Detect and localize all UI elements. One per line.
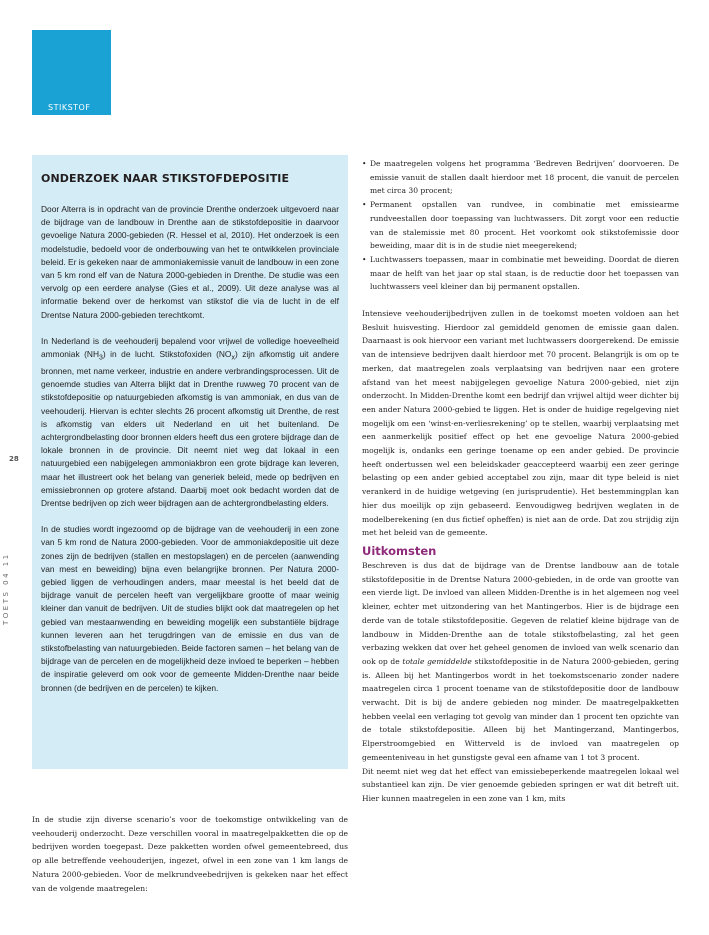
right-p2-text-b: stikstofdepositie in de Natura 2000-gebieden, gering is. Alleen bij het Mantingerbos wordt in het toekomstscenario zonder nadere maatregelen circa 1 procent toename van de stikstofdepositie door de landbouw verwacht. Dit is bij de andere gebieden nog minder. De maatregelpakketten hebben veelal een verlaging tot gevolg van minder dan 1 procent ten opzichte van de totale stikstofdepositie. Alleen bij het Mantingerzand, Mantingerbos, Elperstroomgebied en Witterveld is de invloed van maatregelen op gemeenteniveau in het gunstigste geval een afname van 1 tot 3 procent.	[362, 656, 679, 762]
right-column-body	[362, 157, 679, 806]
box-p2-text-c: ) zijn afkomstig uit andere bronnen, met name verkeer, industrie en andere verbrandingsprocessen. Uit de genoemde studies van Alterra blijkt dat in Drenthe ruwweg 70 procent van de stikstofdepositie op natuurgebieden afkomstig is van ammoniak, en dus van de veehouderij. Hiervan is echter slechts 26 procent afkomstig uit Drenthe, de rest is afkomstig van elders uit Nederland en uit het buitenland. De achtergrondbelasting door bronnen elders heeft dus een grotere bijdrage dan de lokale bronnen in de provincie. Dit neemt niet weg dat lokaal in een natuurgebied een nabijgelegen ammoniakbron een grote bijdrage kan leveren, maar het illustreert ook het belang van generiek beleid, mede op bedrijven en emissiebronnen op grotere afstand. Daarbij moet ook bedacht worden dat de Drentse bedrijven op zich weer bijdragen aan de achtergrondbelasting elders.	[41, 349, 339, 508]
left-paragraph: In de studie zijn diverse scenario’s voor de toekomstige ontwikkeling van de veehouderij onderzocht. Deze verschillen vooral in maatregelpakketten die op de bedrijven worden toegepast. Deze pakketten worden ofwel gemeentebreed, dus op alle betreffende veehouderijen, ingezet, ofwel in een zone van 1 km langs de Natura 2000-gebieden. Voor de melkrundveebedrijven is gekeken naar het effect van de volgende maatregelen:	[32, 815, 348, 893]
box-p2-subscript-1: 3	[99, 354, 103, 362]
box-p2-text-b: ) in de lucht. Stikstofoxiden (NO	[102, 349, 232, 360]
right-paragraph-1: Intensieve veehouderijbedrijven zullen in de toekomst moeten voldoen aan het Besluit huisvesting. Hierdoor zal gemiddeld genomen de emissie gaan dalen. Daarnaast is ook hiervoor een variant met luchtwassers doorgerekend. De emissie van de intensieve bedrijven daalt hierdoor met 70 procent. Belangrijk is om op te merken, dat maatregelen zoals verplaatsing van bedrijven naar een grotere afstand van het meest nabijgelegen gevoelige Natura 2000-gebied, niet zijn onderzocht. In Midden-Drenthe komt een bedrijf dan vrijwel altijd weer dichter bij een ander Natura 2000-gebied te liggen. Het is onder de huidige regelgeving niet mogelijk om een ‘winst-en-verliesrekening’ op te stellen, waarbij verplaatsing met een aanmerkelijk positief effect op het ene gevoelige Natura 2000-gebied mogelijk is, ondanks een geringe toename op een ander gebied. De provincie heeft ondertussen wel een beleidskader geaccepteerd waarbij een zeer geringe belasting op een ander gebied acceptabel zou zijn, maar dit type beleid is niet verankerd in de huidige wetgeving (en jurisprudentie). Het bestemmingplan kan hier dus moeilijk op zijn gebaseerd. Eenvoudigweg bedrijven weglaten in de modelberekening (en dus fictief opheffen) is niet aan de orde. Dat zou strijdig zijn met het beleid van de gemeente.	[362, 309, 679, 538]
box-p2-subscript-2: x	[231, 354, 235, 362]
right-paragraph-2	[362, 559, 679, 765]
box-paragraph-1: Door Alterra is in opdracht van de provincie Drenthe onderzoek uitgevoerd naar de bijdrage van de landbouw in Drenthe aan de stikstofdepositie in daarvoor gevoelige Natura 2000-gebieden (R. Hessel et al, 2010). Het onderzoek is een modelstudie, bedoeld voor de onderbouwing van het te ontwikkelen provinciale beleid. Er is gekeken naar de ammoniakemissie vanuit de landbouw in een zone van 5 km rond elf van de Natura 2000-gebieden in Drenthe. De studie was een vervolg op een eerdere analyse (Gies et al., 2009). Uit deze analyse was al informatie bekend over de herkomst van stikstof die via de lucht in de elf Drentse Natura 2000-gebieden terechtkomt.	[41, 204, 339, 320]
section-heading: Uitkomsten	[362, 543, 437, 558]
right-paragraph-3: Dit neemt niet weg dat het effect van emissiebeperkende maatregelen lokaal wel substantieel kan zijn. De vier genoemde gebieden springen er wat dit betreft uit. Hier kunnen maatregelen in een zone van 1 km, mits	[362, 766, 679, 803]
box-paragraph-3: In de studies wordt ingezoomd op de bijdrage van de veehouderij in een zone van 5 km rond de Natura 2000-gebieden. Voor de ammoniakdepositie uit deze zones zijn de bedrijven (stallen en mestopslagen) en de percelen (aanwending van mest en beweiding) bijna even belangrijke bronnen. Per Natura 2000-gebied liggen de verhoudingen anders, maar meestal is het beeld dat de bijdrage vanuit de percelen heeft van vergelijkbare grootte of maar weinig kleiner dan vanuit de bedrijven. Uit de studies blijkt ook dat maatregelen op het gebied van mestaanwending en beweiding mogelijk een substantiële bijdrage kunnen leveren aan het terugdringen van de emissie en dus van de stikstofbelasting van natuurgebieden. Beide factoren samen – het belang van de bijdrage van de percelen en de mogelijkheid deze invloed te beperken – hebben de inspiratie geleverd om ook voor de gemeente Midden-Drenthe naar beide bronnen (de bedrijven en de percelen) te kijken.	[41, 524, 339, 693]
right-p2-text-a: Beschreven is dus dat de bijdrage van de Drentse landbouw aan de totale stikstofdepositie in de Drentse Natura 2000-gebieden, in de orde van grootte van een vierde ligt. De invloed van alleen Midden-Drenthe is in het algemeen nog veel kleiner, echter met uitzondering van het Mantingerbos. Hier is de bijdrage een derde van de totale stikstofdepositie. Gegeven de relatief kleine bijdrage van de landbouw in Midden-Drenthe aan de totale stikstofbelasting, zal het geen verbazing wekken dat over het geheel genomen de invloed van welk scenario dan ook op de	[362, 560, 679, 666]
box-p2-text-a: In Nederland is de veehouderij bepalend voor vrijwel de volledige hoeveelheid ammoniak (NH	[41, 335, 339, 360]
measures-list	[362, 157, 679, 294]
right-p2-italic: totale gemiddelde	[402, 656, 472, 666]
list-item: • Luchtwassers toepassen, maar in combinatie met beweiding. Doordat de dieren maar de helft van het jaar op stal staan, is de reductie door het toepassen van luchtwassers veel kleiner dan bij permanent opstallen.	[362, 253, 679, 294]
list-item: • De maatregelen volgens het programma ‘Bedreven Bedrijven’ doorvoeren. De emissie vanuit de stallen daalt hierdoor met 18 procent, die vanuit de percelen met circa 30 procent;	[362, 157, 679, 198]
section-tab	[32, 30, 111, 115]
journal-issue: TOETS 04 11	[2, 552, 10, 625]
left-column-body	[32, 813, 348, 895]
info-box	[32, 155, 348, 769]
section-label: STIKSTOF	[48, 103, 91, 112]
page-number: 28	[9, 455, 19, 463]
box-paragraph-2	[41, 335, 339, 510]
box-title: ONDERZOEK NAAR STIKSTOFDEPOSITIE	[41, 172, 290, 185]
list-item: • Permanent opstallen van rundvee, in combinatie met emissiearme rundveestallen door toepassing van luchtwassers. Dit zorgt voor een reductie van de stalemissie met 80 procent. Het voorkomt ook stikstofemissie door beweiding, maar dit is in de studie niet meegerekend;	[362, 198, 679, 253]
